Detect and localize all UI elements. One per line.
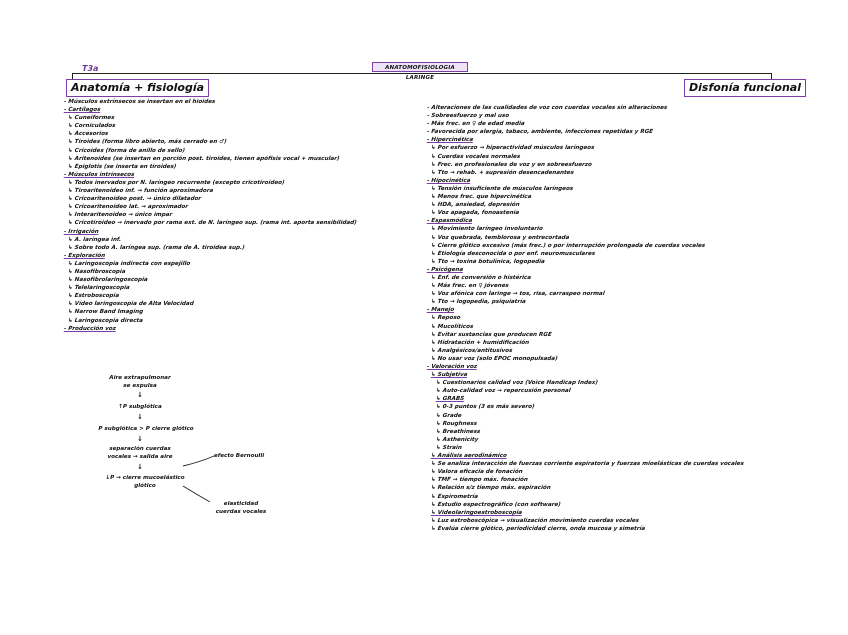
flow-step-4b: vocales → salida aire [107, 454, 173, 460]
note-text: ↳ Auto-calidad voz → repercusión personal [435, 388, 571, 395]
note-text: ↳ Telelaringoscopia [67, 285, 130, 292]
note-text: ↳ Breathiness [435, 428, 481, 435]
flow-note-bernoulli: efecto Bernoulli [214, 453, 265, 459]
flow-step-1b: se expulsa [123, 383, 157, 389]
note-text: - Favorecida por alergia, tabaco, ambiente, infecciones repetidas y RGE [426, 129, 654, 136]
note-text: ↳ Laringoscopia indirecta con espejillo [67, 260, 191, 267]
note-text: ↳ Analgésicos/antitusivos [430, 347, 513, 354]
note-text: - Más frec. en ♀ de edad media [426, 121, 525, 128]
flow-step-5a: ↓P → cierre mucoelástico [105, 475, 185, 481]
note-text: ↳ Cricoaritenoideo post. → único dilatador [67, 196, 202, 203]
note-text: ↳ Grade [435, 412, 462, 419]
note-text: ↳ GRABS [435, 396, 465, 403]
note-text: - Músculos extrínsecos se insertan en el hioides [63, 99, 216, 105]
note-text: ↳ Asthenicity [435, 436, 479, 443]
note-text: ↳ Voz afónica con laringe → tos, risa, carraspeo normal [430, 291, 605, 298]
flow-arrow-3: ↓ [137, 435, 143, 443]
note-text: ↳ Vídeo laringoscopia de Alta Velocidad [67, 301, 195, 308]
flow-note-elasticity-b: cuerdas vocales [215, 509, 267, 515]
flow-arrow-1: ↓ [137, 391, 143, 399]
page-tag: T3a [82, 64, 99, 73]
note-text: ↳ Luz estroboscópica → visualización movimiento cuerdas vocales [430, 517, 640, 524]
note-text: ↳ Voz apagada, fonoastenia [430, 210, 520, 217]
note-text: ↳ Tensión insuficiente de músculos laríngeos [430, 185, 574, 192]
note-text: ↳ Por esfuerzo → hiperactividad músculos laríngeos [430, 145, 595, 152]
note-text: ↳ Cricotiroideo → inervado por rama ext. de N. laríngeo sup. (rama int. aporta sensibilidad) [67, 220, 358, 227]
note-text: ↳ Narrow Band Imaging [67, 309, 144, 316]
note-text: ↳ 0-3 puntos (3 es más severo) [435, 404, 535, 411]
note-text: ↳ Cierre glótico excesivo (más frec.) o por interrupción prolongada de cuerdas vocales [430, 242, 706, 249]
note-text: ↳ Cuerdas vocales normales [430, 153, 521, 160]
note-text: - Exploración [63, 252, 106, 259]
note-text: ↳ Relación s/z tiempo máx. espiración [430, 485, 551, 492]
page-title: ANATOMOFISIOLOGIA LARINGE [372, 62, 468, 72]
note-text: - Manejo [426, 307, 455, 314]
note-text: ↳ Etiología desconocida o por enf. neuromusculares [430, 250, 596, 257]
connector-elasticity [183, 486, 210, 502]
note-text: ↳ Más frec. en ♀ jóvenes [430, 283, 510, 290]
note-text: - Valoración voz [426, 364, 478, 370]
note-text: ↳ Tto → toxina botulínica, logopedia [430, 258, 546, 265]
note-text: ↳ Cuestionarios calidad voz (Voice Handicap Index) [435, 380, 599, 387]
note-text: - Cartílagos [63, 107, 101, 114]
note-text: ↳ TMF → tiempo máx. fonación [430, 477, 529, 484]
note-text: ↳ HDA, ansiedad, depresión [430, 202, 520, 209]
note-text: ↳ Todos inervados por N. laríngeo recurrente (excepto cricotiroideo) [67, 179, 285, 186]
note-text: - Hipercinética [426, 137, 474, 144]
note-text: ↳ Evitar sustancias que producen RGE [430, 331, 552, 338]
flow-arrow-2: ↓ [137, 413, 143, 421]
flow-note-elasticity-a: elasticidad [223, 501, 259, 507]
note-text: ↳ Frec. en profesionales de voz y en sobreesfuerzo [430, 161, 593, 168]
note-text: ↳ Nasofibroscopia [67, 268, 126, 275]
note-text: ↳ Evalúa cierre glótico, periodicidad cierre, onda mucosa y simetría [430, 525, 646, 532]
note-text: - Producción voz [63, 325, 117, 332]
note-text: - Psicógena [426, 266, 464, 273]
note-text: ↳ Epiglotis (se inserta en tiroides) [67, 163, 177, 170]
note-text: ↳ Espirometría [430, 493, 479, 500]
flow-step-4a: separación cuerdas [109, 446, 171, 452]
flow-step-3: P subglótica > P cierre glótico [98, 426, 194, 432]
note-text: ↳ Nasofibrolaringoscopia [67, 277, 148, 284]
note-text: ↳ Tiroaritenoideo inf. → función aproximadora [67, 188, 214, 195]
note-text: ↳ Movimiento laríngeo involuntario [430, 226, 544, 233]
note-text: ↳ Estroboscopia [67, 293, 120, 300]
note-text: ↳ Estudio espectrográfico (con software) [430, 501, 562, 508]
note-text: ↳ Aritenoides (se insertan en porción post. tiroides, tienen apófisis vocal + muscular) [67, 155, 340, 162]
note-text: ↳ Se analiza interacción de fuerzas corriente espiratoria y fuerzas mioelásticas de cuerdas vocales [430, 461, 745, 468]
note-text: ↳ Cricoaritenoideo lat. → aproximador [67, 204, 189, 211]
note-text: - Espasmódica [426, 218, 473, 225]
connector-bernoulli [183, 456, 214, 466]
note-text: ↳ Strain [435, 444, 463, 451]
note-text: ↳ Valora eficacia de fonación [430, 469, 523, 476]
note-text: ↳ Roughness [435, 420, 478, 427]
right-heading: Disfonía funcional [684, 79, 806, 97]
note-text: ↳ Reposo [430, 315, 461, 322]
note-text: - Irrigación [63, 228, 99, 235]
note-text: ↳ Tto → logopedia, psiquiatría [430, 299, 527, 306]
note-text: ↳ Mucolíticos [430, 323, 474, 330]
note-text: ↳ Menos frec. que hipercinética [430, 194, 532, 201]
note-text: ↳ Videolaringoestroboscopia [430, 509, 523, 516]
note-text: - Músculos intrínsecos [63, 171, 135, 178]
flow-step-5b: glótico [134, 483, 156, 489]
note-text: ↳ A. laríngea inf. [67, 236, 122, 243]
note-text: - Alteraciones de las cualidades de voz con cuerdas vocales sin alteraciones [426, 105, 668, 111]
note-text: ↳ Tto → rehab. + supresión desencadenantes [430, 169, 575, 176]
note-text: - Sobreesfuerzo y mal uso [426, 113, 510, 120]
note-text: ↳ Voz quebrada, temblorosa y entrecortada [430, 234, 570, 241]
flow-step-1a: Aire extrapulmonar [109, 375, 171, 381]
note-text: ↳ No usar voz (solo EPOC monopulsada) [430, 355, 558, 362]
note-text: ↳ Sobre todo A. laríngea sup. (rama de A. tiroidea sup.) [67, 244, 245, 251]
note-text: ↳ Subjetiva [430, 372, 468, 379]
note-text: ↳ Accesorios [67, 131, 109, 138]
note-text: ↳ Corniculados [67, 123, 116, 130]
note-text: ↳ Hidratación + humidificación [430, 339, 530, 346]
note-text: ↳ Interaritenoideo → único impar [67, 212, 173, 219]
note-text: ↳ Cuneiformes [67, 115, 115, 122]
flow-step-2: ↑P subglótica [118, 404, 162, 410]
note-text: ↳ Enf. de conversión o histérica [430, 274, 532, 281]
left-heading: Anatomía + fisiología [66, 79, 209, 97]
note-text: ↳ Laringoscopia directa [67, 317, 144, 324]
note-text: ↳ Cricoides (forma de anillo de sello) [67, 147, 186, 154]
flow-arrow-4: ↓ [137, 463, 143, 471]
note-text: - Hipocinética [426, 177, 471, 184]
note-text: ↳ Análisis aerodinámico [430, 453, 508, 460]
note-text: ↳ Tiroides (forma libro abierto, más cerrado en ♂) [67, 139, 228, 146]
